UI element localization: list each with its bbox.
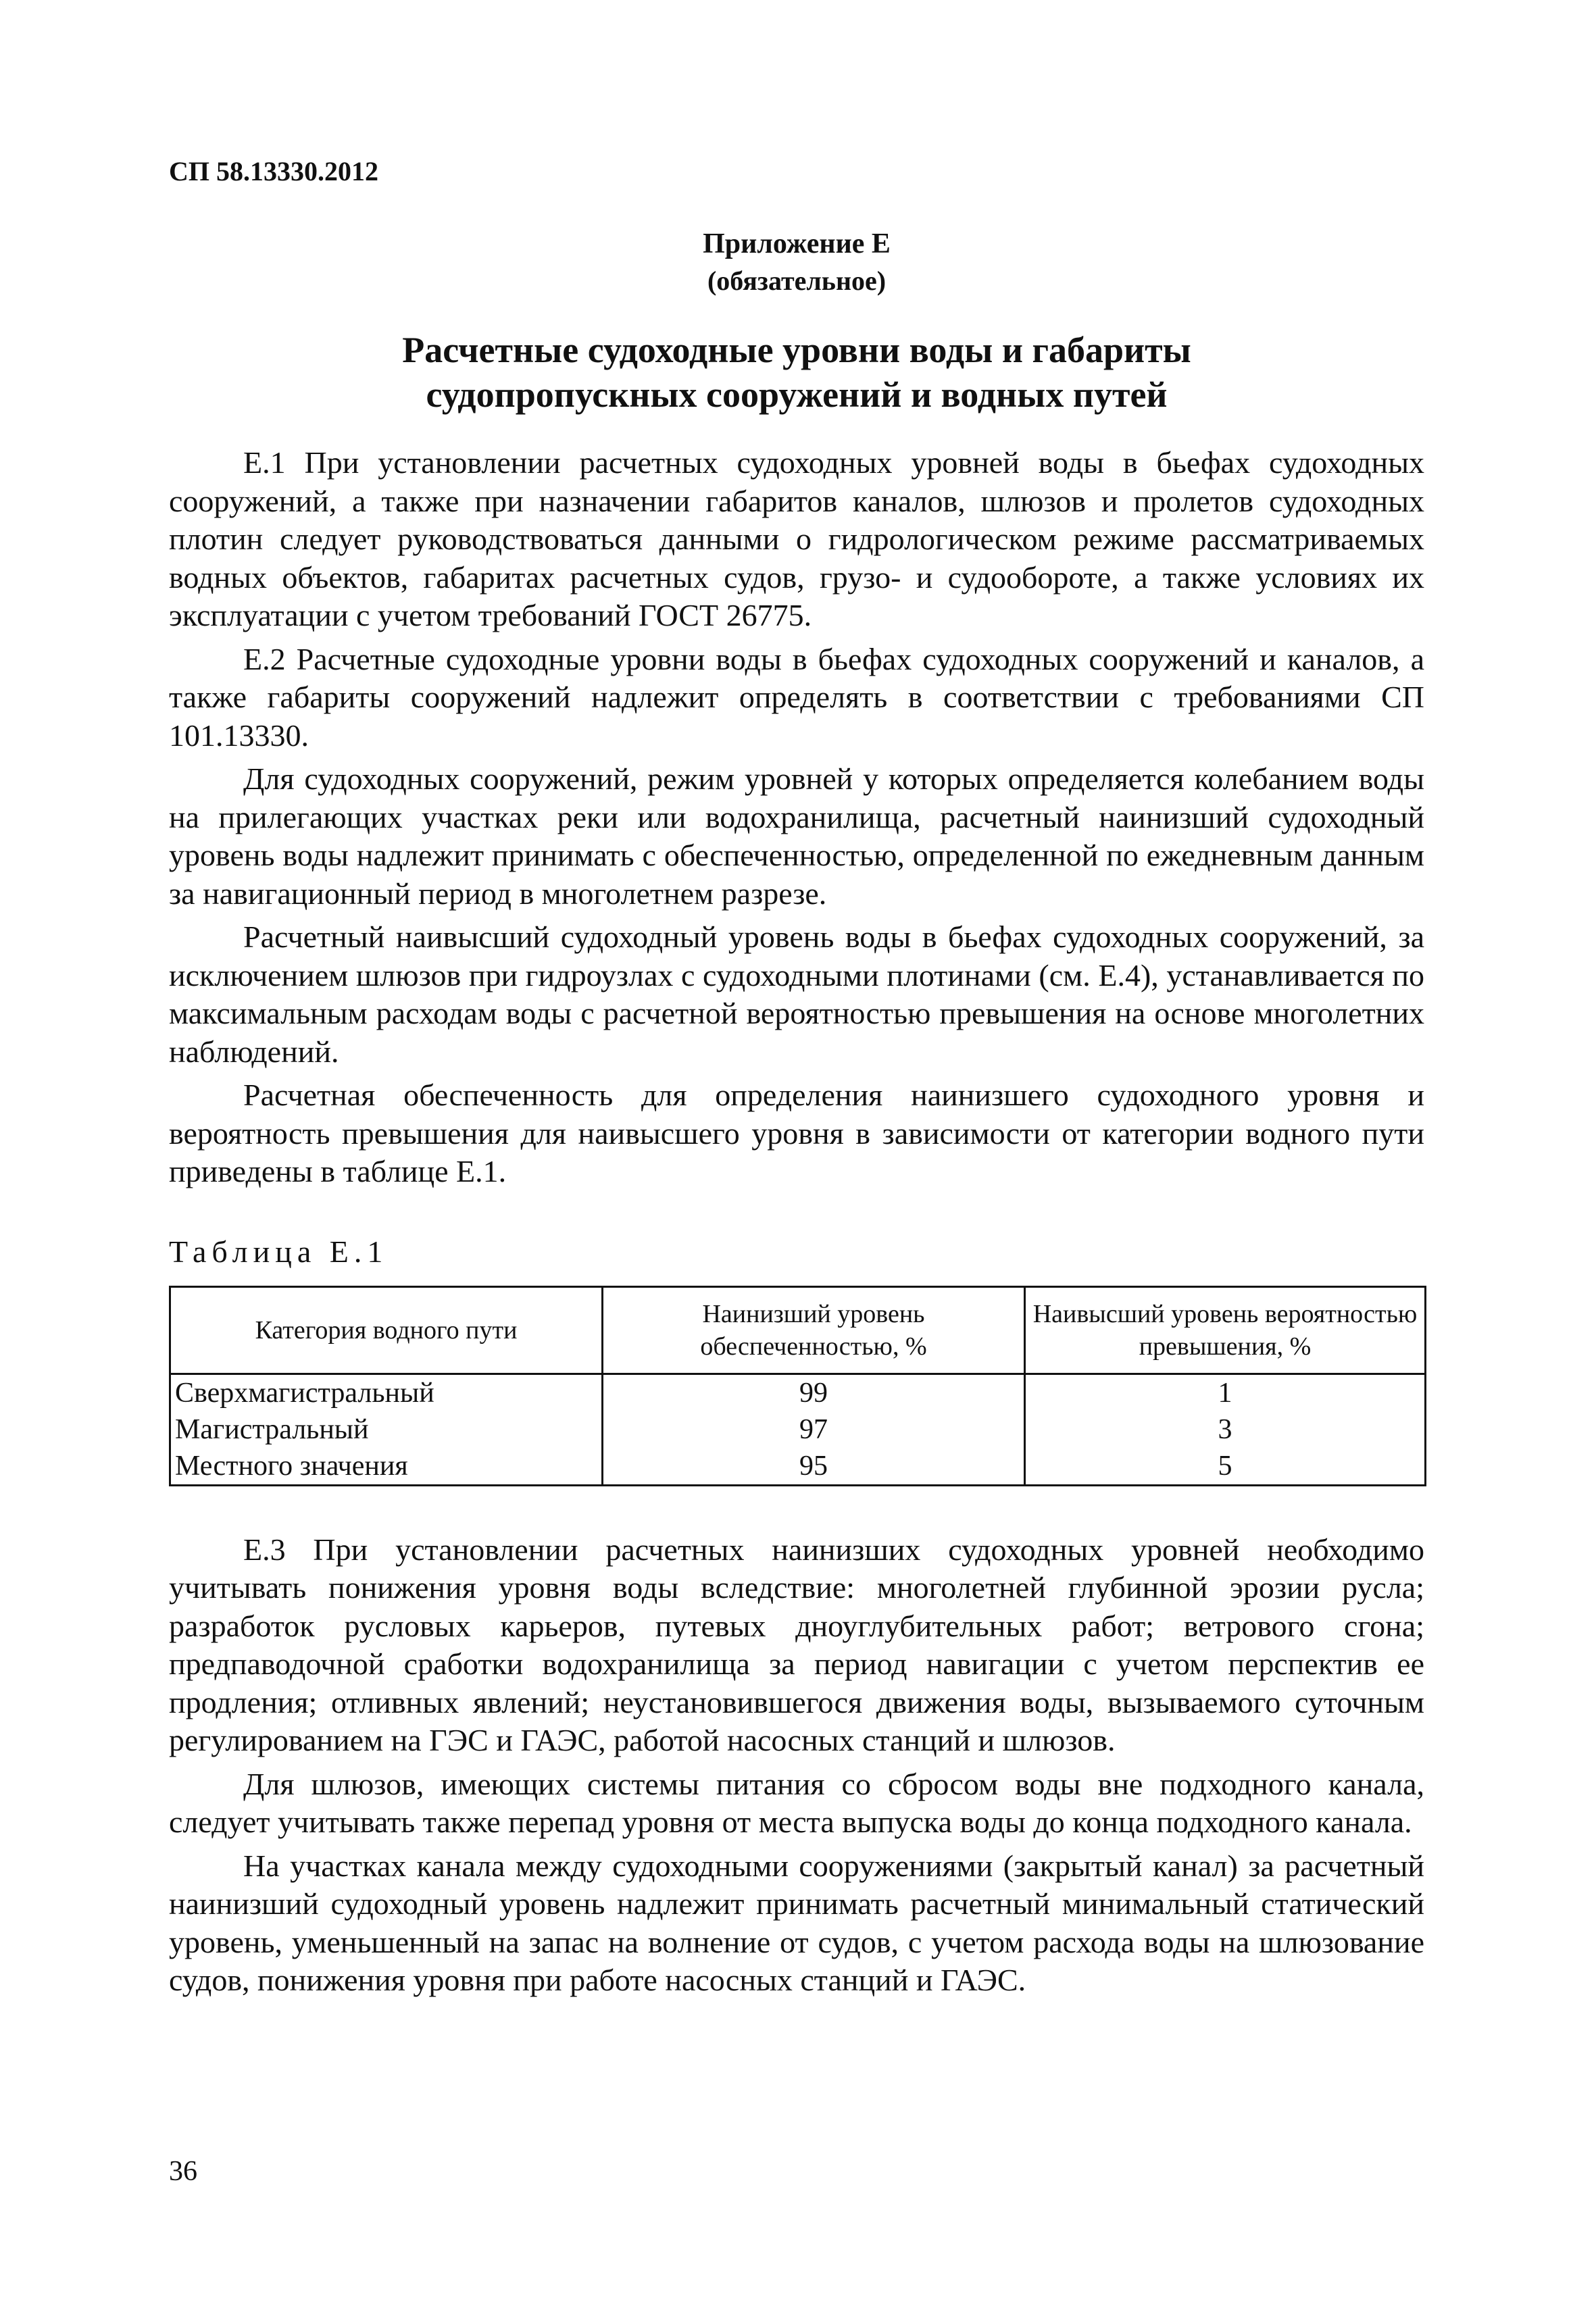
document-page	[169, 155, 1424, 2000]
page-number: 36	[169, 2156, 197, 2187]
header-highest-level: Наивысший уровень вероятностью превышения, %	[1025, 1286, 1426, 1374]
paragraph-lowest-level: Для судоходных сооружений, режим уровней у которых определяется колебанием воды на прилегающих участках реки или водохранилища, расчетный наинизший судоходный уровень воды надлежит принимать с обеспеченностью, определенной по ежедневным данным за навигационный период в многолетнем разрезе.	[169, 761, 1424, 911]
waterway-levels-table	[169, 1286, 1426, 1486]
section-after-table	[169, 1531, 1424, 2000]
appendix-title-line-2: судопропускных сооружений и водных путей	[426, 374, 1168, 415]
appendix-title-line-1: Расчетные судоходные уровни воды и габариты	[402, 330, 1191, 370]
section-before-table	[169, 444, 1424, 1191]
cell-highest: 5	[1025, 1448, 1426, 1486]
paragraph-e3: Е.3 При установлении расчетных наинизших судоходных уровней необходимо учитывать понижения уровня воды вследствие: многолетней глубинной эрозии русла; разработок русловых карьеров, путевых дноуглубительных работ; ветрового сгона; предпаводочной сработки водохранилища за период навигации с учетом перспектив ее продления; отливных явлений; неустановившегося движения воды, вызываемого суточным регулированием на ГЭС и ГАЭС, работой насосных станций и шлюзов.	[169, 1532, 1424, 1757]
cell-category: Магистральный	[170, 1411, 603, 1448]
table-row	[170, 1448, 1426, 1486]
table-header-row	[170, 1286, 1426, 1374]
cell-category: Местного значения	[170, 1448, 603, 1486]
cell-lowest: 97	[603, 1411, 1025, 1448]
paragraph-highest-level: Расчетный наивысший судоходный уровень воды в бьефах судоходных сооружений, за исключением шлюзов при гидроузлах с судоходными плотинами (см. Е.4), устанавливается по максимальным расходам воды с расчетной вероятностью превышения на основе многолетних наблюдений.	[169, 920, 1424, 1069]
paragraph-closed-canal: На участках канала между судоходными сооружениями (закрытый канал) за расчетный наинизший судоходный уровень надлежит принимать расчетный минимальный статический уровень, уменьшенный на запас на волнение от судов, с учетом расхода воды на шлюзование судов, понижения уровня при работе насосных станций и ГАЭС.	[169, 1848, 1424, 1997]
paragraph-e2: Е.2 Расчетные судоходные уровни воды в бьефах судоходных сооружений и каналов, а также габариты сооружений надлежит определять в соответствии с требованиями СП 101.13330.	[169, 641, 1424, 753]
paragraph-locks: Для шлюзов, имеющих системы питания со сбросом воды вне подходного канала, следует учитывать также перепад уровня от места выпуска воды до конца подходного канала.	[169, 1766, 1424, 1839]
appendix-label: Приложение Е	[703, 228, 891, 259]
appendix-status: (обязательное)	[707, 266, 887, 296]
table-row	[170, 1374, 1426, 1411]
paragraph-table-reference: Расчетная обеспеченность для определения наинизшего судоходного уровня и вероятность превышения для наивысшего уровня в зависимости от категории водного пути приведены в таблице Е.1.	[169, 1078, 1424, 1188]
paragraph-e1: Е.1 При установлении расчетных судоходных уровней воды в бьефах судоходных сооружений, а также при назначении габаритов каналов, шлюзов и пролетов судоходных плотин следует руководствоваться данными о гидрологическом режиме рассматриваемых водных объектов, габаритах расчетных судов, грузо- и судообороте, а также условиях их эксплуатации с учетом требований ГОСТ 26775.	[169, 445, 1424, 632]
cell-lowest: 99	[603, 1374, 1025, 1411]
appendix-title	[169, 328, 1424, 417]
cell-category: Сверхмагистральный	[170, 1374, 603, 1411]
header-category: Категория водного пути	[170, 1286, 603, 1374]
cell-highest: 3	[1025, 1411, 1426, 1448]
header-lowest-level: Наинизший уровень обеспеченностью, %	[603, 1286, 1025, 1374]
cell-lowest: 95	[603, 1448, 1025, 1486]
table-caption: Таблица Е.1	[169, 1234, 389, 1269]
table-row	[170, 1411, 1426, 1448]
document-code: СП 58.13330.2012	[169, 156, 378, 186]
cell-highest: 1	[1025, 1374, 1426, 1411]
